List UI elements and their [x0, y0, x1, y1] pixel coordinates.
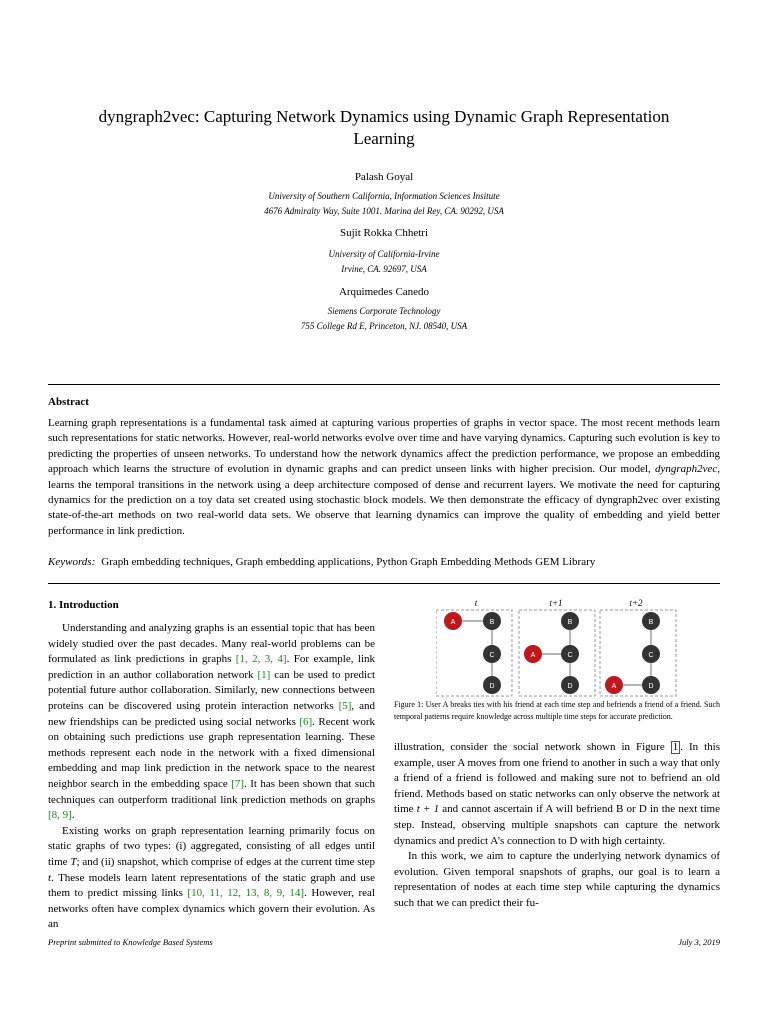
figure-1: [436, 596, 720, 698]
paragraph: [48, 824, 375, 933]
node-label: A: [530, 652, 536, 659]
node-label: C: [489, 652, 495, 659]
node-label: B: [567, 619, 573, 626]
math: t + 1: [416, 803, 440, 816]
text: . It has been shown that such techniques can outperform traditional link prediction methods on graphs: [48, 777, 375, 806]
affiliation-address: 4676 Admiralty Way, Suite 1001. Marina del Rey, CA. 90292, USA: [264, 206, 504, 216]
citation-link[interactable]: [6]: [299, 715, 313, 728]
text: . These models learn latent representations of the static graph and use them to predict missing links: [48, 871, 375, 900]
keywords-label: Keywords:: [48, 556, 96, 568]
citation-link[interactable]: [8, 9]: [48, 809, 72, 822]
paragraph: In this work, we aim to capture the underlying network dynamics of evolution. Given temporal snapshots of graphs, our goal is to learn a representation of nodes at each time step while capturing the dynamics such that we can predict their fu-: [394, 850, 720, 909]
node-c: [561, 645, 579, 663]
math: T: [70, 855, 77, 868]
abstract-text-part: , learns the temporal transitions in the network using a deep architecture composed of dense and recurrent layers. We motivate the need for capturing dynamics for the prediction on a toy data set created using stochastic block models. We then demonstrate the efficacy of dyngraph2vec over existing state-of-the-art methods on two real-world data sets. We observe that learning dynamics can improve the quality of embedding and yield better performance in link prediction.: [48, 463, 720, 537]
text: , and new friendships can be predicted using social networks: [48, 699, 375, 728]
affiliation-address: 755 College Rd E, Princeton, NJ. 08540, USA: [300, 321, 468, 331]
text: . However, real networks often have complex dynamics which govern their evolution. As an: [48, 887, 375, 931]
affiliation-line: Siemens Corporate Technology: [327, 306, 441, 316]
paragraph: [48, 621, 375, 824]
node-b: [483, 612, 501, 630]
model-name: dyngraph2vec: [654, 463, 718, 476]
node-label: A: [450, 619, 456, 626]
abstract-text-part: Learning graph representations is a fundamental task aimed at capturing various properties of graphs in vector space. The most recent methods learn such representations for static networks. However, real-world networks evolve over time and have varying dynamics. Capturing such evolution is key to predicting the properties of unseen networks. To understand how the network dynamics affect the prediction performance, we propose an embedding approach which learns the structure of evolution in dynamic graphs and can predict unseen links with higher precision. Our model,: [48, 417, 720, 476]
panel-label: t+2: [629, 598, 643, 608]
text: illustration, consider the social network shown in Figure: [394, 741, 671, 753]
node-label: C: [648, 652, 654, 659]
divider: [48, 384, 720, 385]
keywords-text: Graph embedding techniques, Graph embedding applications, Python Graph Embedding Methods GEM Library: [101, 556, 596, 568]
keywords: [48, 556, 720, 568]
node-c: [642, 645, 660, 663]
author-affiliation: [0, 189, 768, 219]
affiliation-address: Irvine, CA. 92697, USA: [341, 264, 427, 274]
paragraph: [394, 740, 720, 849]
node-a: [524, 645, 542, 663]
title-line-1: dyngraph2vec: Capturing Network Dynamics using Dynamic Graph Representation: [98, 107, 670, 126]
text: . Recent work on obtaining such predictions use graph representation learning. These methods represent each node in the network with a fixed dimensional embedding and map link prediction in the network space to the nearest neighbor search in the embedding space: [48, 715, 375, 790]
affiliation-line: University of California-Irvine: [328, 249, 440, 259]
citation-link[interactable]: [10, 11, 12, 13, 8, 9, 14]: [187, 887, 305, 900]
author-affiliation: [0, 304, 768, 334]
text: ; and (ii) snapshot, which comprise of edges at the current time step: [76, 855, 375, 868]
node-d: [642, 676, 660, 694]
node-d: [561, 676, 579, 694]
node-label: A: [611, 683, 617, 690]
node-c: [483, 645, 501, 663]
node-b: [642, 612, 660, 630]
figure-caption: Figure 1: User A breaks ties with his friend at each time step and befriends a friend of a friend. Such temporal patterns require knowledge across multiple time steps for accurate prediction.: [394, 700, 720, 721]
panel-label: t+1: [549, 598, 563, 608]
figure-reference-link[interactable]: 1: [672, 741, 679, 753]
node-label: B: [648, 619, 654, 626]
author-name: Palash Goyal: [354, 171, 414, 183]
abstract-heading: Abstract: [48, 396, 89, 408]
citation-link[interactable]: [7]: [231, 777, 245, 790]
right-column: [394, 740, 720, 912]
node-label: D: [567, 683, 573, 690]
abstract-text: [48, 416, 720, 539]
text: . In this example, user A moves from one friend to another in such a way that only a friend of a friend is followed and making sure not to befriend an old friend. Methods based on static networks can only observe the network at time: [394, 741, 720, 816]
citation-link[interactable]: [1]: [257, 668, 271, 681]
panel-label: t: [474, 598, 478, 608]
text: Existing works on graph representation learning primarily focus on static graphs of two types: (i) aggregated, consisting of all edges until time: [48, 824, 375, 868]
section-heading: 1. Introduction: [48, 599, 119, 611]
footer-date: July 3, 2019: [678, 937, 720, 947]
node-a: [605, 676, 623, 694]
divider: [48, 583, 720, 584]
citation-link[interactable]: [1, 2, 3, 4]: [235, 653, 287, 666]
node-b: [561, 612, 579, 630]
author-affiliation: [0, 247, 768, 277]
node-label: D: [648, 683, 654, 690]
text: can be used to predict potential future author collaboration. Similarly, new connections between proteins can be discovered using protein interaction networks: [48, 668, 376, 712]
title-line-2: Learning: [353, 129, 415, 148]
citation-link[interactable]: [5]: [338, 699, 352, 712]
text: Understanding and analyzing graphs is an essential topic that has been widely studied over the past decades. Many real-world problems can be formulated as link predictions in graphs: [48, 622, 375, 666]
author-name: Sujit Rokka Chhetri: [340, 227, 428, 239]
text: . For example, link prediction in an author collaboration network: [48, 653, 376, 681]
node-label: C: [567, 652, 573, 659]
node-a: [444, 612, 462, 630]
node-label: B: [489, 619, 495, 626]
math: t: [48, 871, 52, 884]
left-column: [48, 621, 375, 933]
text: and cannot ascertain if A will befriend B or D in the next time step. Instead, observing multiple snapshots can capture the network dynamics and predict A’s connection to D with high certainty.: [394, 803, 720, 847]
affiliation-line: University of Southern California, Information Sciences Insitute: [268, 191, 500, 201]
node-label: D: [489, 683, 495, 690]
node-d: [483, 676, 501, 694]
paper-title: [0, 106, 768, 150]
text: .: [71, 809, 75, 822]
footer-preprint-note: Preprint submitted to Knowledge Based Systems: [48, 937, 213, 947]
author-name: Arquimedes Canedo: [338, 286, 430, 298]
